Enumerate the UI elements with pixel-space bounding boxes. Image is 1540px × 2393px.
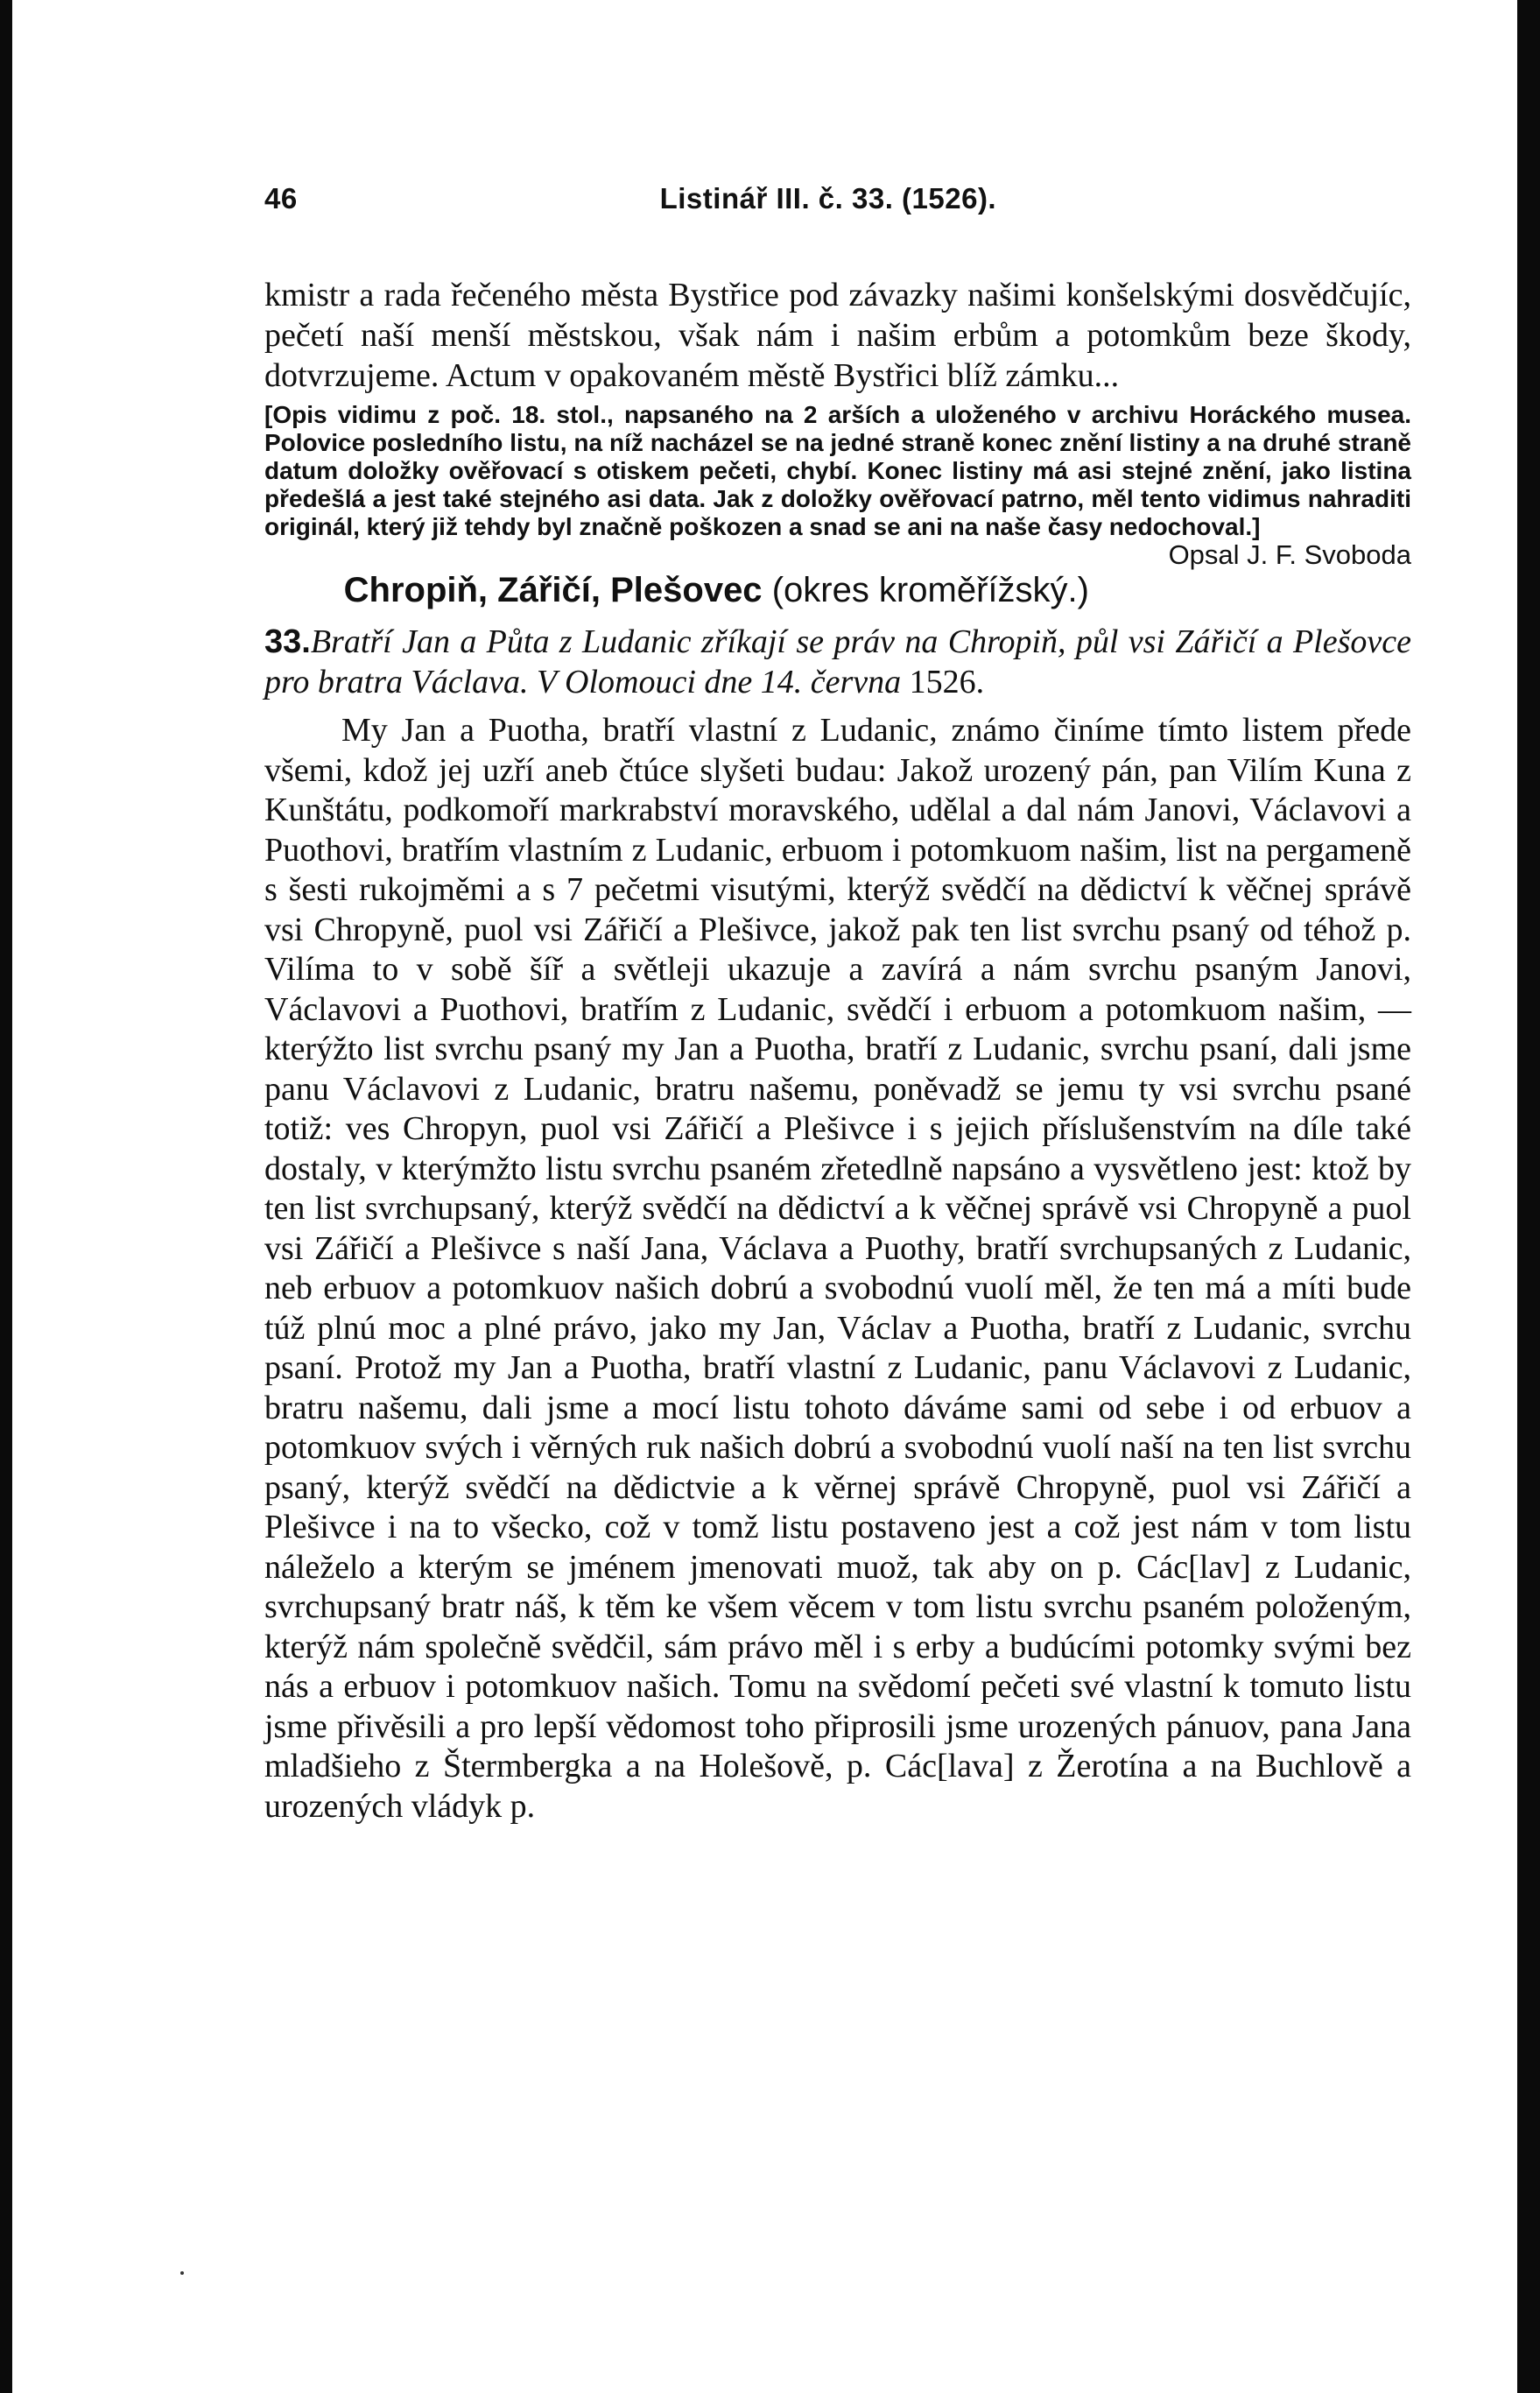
document-regest (264, 622, 1411, 702)
scan-speck (180, 2271, 184, 2275)
scan-border-left (0, 0, 12, 2393)
section-heading (264, 567, 1411, 613)
document-number: 33. (264, 623, 311, 660)
section-district: (okres kroměřížský.) (771, 571, 1089, 609)
previous-document-ending: kmistr a rada řečeného města Bystřice pod závazky našimi konšelskými dosvědčujíc, pečetí naší menší městskou, však nám i našim erbům a potomkům beze škody, dotvrzujeme. Actum v opakovaném městě Bystřici blíž zámku... (264, 277, 1411, 394)
document-text: My Jan a Puotha, bratří vlastní z Ludanic, známo činíme tímto listem přede všemi, kdož jej uzří aneb čtúce slyšeti budau: Jakož urozený pán, pan Vilím Kuna z Kunštátu, podkomoří markrabství moravského, udělal a dal nám Janovi, Václavovi a Puothovi, bratřím vlastním z Ludanic, erbuom i potomkuom našim, list na pergameně s šesti rukojměmi a s 7 pečetmi visutými, kterýž svědčí na dědictví k věčnej správě vsi Chropyně, puol vsi Zářičí a Plešivce, jakož pak ten list svrchu psaný od téhož p. Vilíma to v sobě šíř a světleji ukazuje a zavírá a nám svrchu psaným Janovi, Václavovi a Puothovi, bratřím z Ludanic, svědčí i erbuom a potomkuom našim, — kterýžto list svrchu psaný my Jan a Puotha, bratří z Ludanic, svrchu psaní, dali jsme panu Václavovi z Ludanic, bratru našemu, poněvadž se jemu ty vsi svrchu psané totiž: ves Chropyn, puol vsi Zářičí a Plešivce i s jejich příslušenstvím na díle také dostaly, v kterýmžto listu svrchu psaném zřetedlně napsáno a vysvětleno jest: ktož by ten list svrchupsaný, kterýž svědčí na dědictví a k věčnej správě vsi Chropyně a puol vsi Zářičí a Plešivce s naší Jana, Václava a Puothy, bratří svrchupsaných z Ludanic, neb erbuov a potomkuov našich dobrú a svobodnú vuolí měl, že ten má a míti bude túž plnú moc a plné právo, jako my Jan, Václav a Puotha, bratří z Ludanic, svrchu psaní. Protož my Jan a Puotha, bratří vlastní z Ludanic, panu Václavovi z Ludanic, bratru našemu, dali jsme a mocí listu tohoto dáváme sami od sebe i od erbuov a potomkuov svých i věrných ruk našich dobrú a svobodnú vuolí naší na ten list svrchu psaný, kterýž svědčí na dědictvie a k věrnej správě Chropyně, puol vsi Zářičí a Plešivce i na to všecko, což v tomž listu postaveno jest a což jest nám v tom listu náleželo a kterým se jménem jmenovati muož, tak aby on p. Các[lav] z Ludanic, svrchupsaný bratr náš, k těm ke všem věcem v tom listu svrchu psaném položeným, kterýž nám společně svědčil, sám právo měl i s erby a budúcími potomky svými bez nás a erbuov i potomkuov našich. Tomu na svědomí pečeti své vlastní k tomuto listu jsme přivěsili a pro lepší vědomost toho připrosili jsme urozených pánuov, pana Jana mladšieho z Štermbergka a na Holešově, p. Các[lava] z Žerotína a na Buchlově a urozených vládyk p. (264, 712, 1411, 1825)
scan-border-right (1517, 0, 1540, 2393)
section-places: Chropiň, Zářičí, Plešovec (343, 571, 763, 609)
running-title: Listinář III. č. 33. (1526). (659, 182, 997, 215)
editorial-note-text: [Opis vidimu z poč. 18. stol., napsaného na 2 arších a uloženého v archivu Horáckého musea. Polovice posledního listu, na níž nacházel se na jedné straně konec znění listiny a na druhé straně datum doložky ověřovací s otiskem pečeti, chybí. Konec listiny má asi stejné znění, jako listina předešlá a jest také stejného asi data. Jak z doložky ověřovací patrno, měl tento vidimus nahraditi originál, který již tehdy byl značně poškozen a snad se ani na naše časy nedochoval.] (264, 401, 1411, 540)
page-content (264, 182, 1411, 1826)
copied-by: Opsal J. F. Svoboda (1168, 539, 1411, 570)
regest-year: 1526. (909, 664, 985, 700)
editorial-note (264, 401, 1411, 570)
regest-text: Bratří Jan a Půta z Ludanic zříkají se práv na Chropiň, půl vsi Zářičí a Plešovce pro bratra Václava. V Olomouci dne 14. června (264, 623, 1411, 700)
page-number: 46 (264, 182, 298, 215)
running-head (264, 182, 1411, 215)
